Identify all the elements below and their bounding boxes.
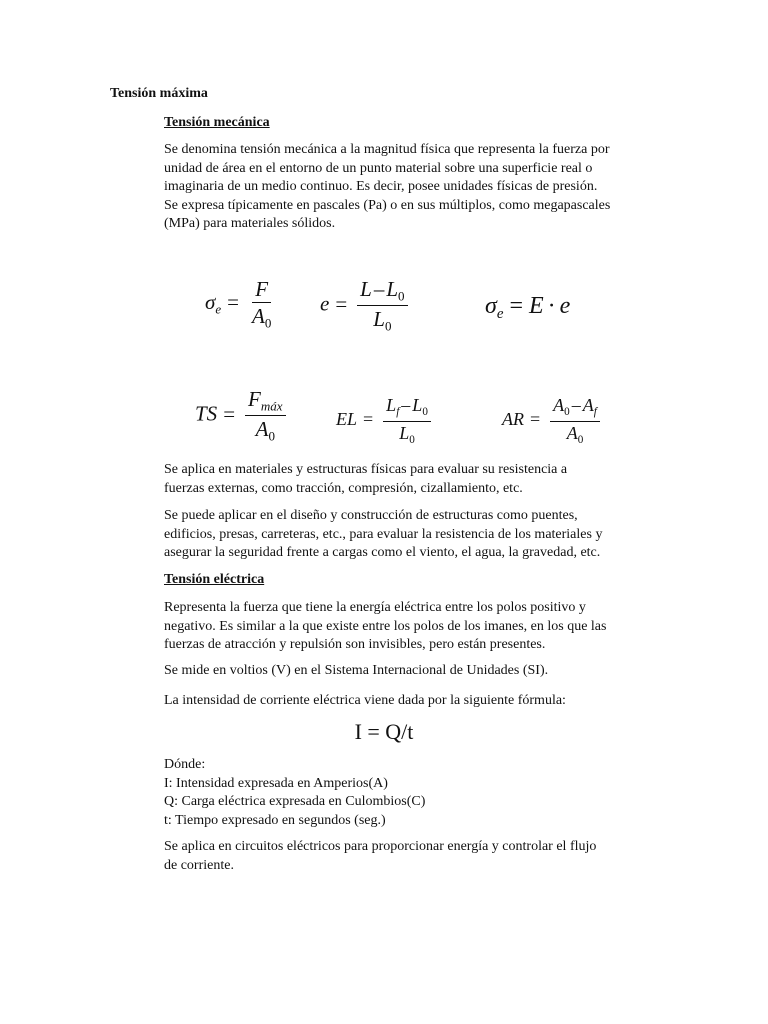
formula-operator: – (373, 277, 385, 301)
text-line: Se puede aplicar en el diseño y construcción de estructuras como puentes, (164, 508, 578, 523)
formula-operator: – (571, 395, 581, 415)
text-line: fuerzas de atracción y repulsión son invisibles, pero están presentes. (164, 637, 546, 652)
formula-symbol: AR (502, 409, 524, 430)
formula-subscript: 0 (398, 288, 405, 304)
text-line: I: Intensidad expresada en Amperios(A) (164, 775, 388, 791)
formula-subscript: 0 (264, 315, 272, 331)
electrica-where-list (164, 756, 684, 830)
mecanica-intro-paragraph (164, 141, 684, 234)
formula-tensile-strength: TS = $\frac{F_{máx}}{A_0}$ (195, 388, 290, 443)
formula-symbol: A (255, 417, 269, 442)
formula-symbol: TS (195, 401, 218, 426)
formula-fraction (357, 278, 407, 333)
formula-symbol: σ (205, 289, 216, 314)
formula-symbol: A (553, 395, 565, 415)
text-line: unidad de área en el entorno de un punto material sobre una superficie real o (164, 160, 593, 176)
formula-subscript: máx (260, 398, 283, 414)
formula-subscript: e (496, 306, 504, 323)
formula-symbol: e (559, 293, 571, 319)
formula-subscript: f (593, 405, 597, 418)
formula-symbol: L (399, 422, 410, 443)
text-line: Se aplica en materiales y estructuras físicas para evaluar su resistencia a (164, 462, 568, 477)
formula-symbol: L (386, 395, 397, 415)
formula-subscript: 0 (422, 405, 428, 418)
text-line: t: Tiempo expresado en segundos (seg.) (164, 812, 386, 828)
formula-subscript: f (396, 405, 400, 418)
text-line: (MPa) para materiales sólidos. (164, 216, 336, 231)
text-line: negativo. Es similar a la que existe entre los polos de los imanes, en los que las (164, 618, 607, 634)
formula-stress: $\sigma_e$ = $\frac{F}{A_0}$ (205, 278, 278, 330)
formula-symbol: e (320, 291, 330, 316)
formula-area-reduction: AR = $\frac{A_0 - A_f}{A_0}$ (502, 396, 604, 446)
electrica-unit-line (164, 662, 684, 681)
formula-subscript: 0 (268, 428, 275, 444)
text-line: Representa la fuerza que tiene la energía eléctrica entre los polos positivo y (164, 600, 586, 615)
document-title: Tensión máxima (110, 86, 208, 101)
formula-fraction (249, 278, 274, 330)
formula-strain: e = $\frac{L-L_0}{L_0}$ (320, 278, 412, 333)
formula-hooke: $\sigma_e = E \cdot e$ (485, 293, 571, 323)
formula-fraction (245, 388, 286, 443)
formula-symbol: L (360, 277, 372, 301)
formula-subscript: e (215, 301, 222, 317)
text-line: edificios, presas, carreteras, etc., para evaluar la resistencia de los materiales y (164, 526, 603, 542)
formula-subscript: 0 (577, 433, 584, 446)
text-line: Se mide en voltios (V) en el Sistema Internacional de Unidades (SI). (164, 663, 549, 678)
text-line: Q: Carga eléctrica expresada en Culombios(C) (164, 794, 426, 809)
formula-symbol: E (529, 293, 544, 319)
formula-fraction (550, 396, 600, 446)
formula-subscript: 0 (384, 318, 392, 334)
formula-fraction (383, 396, 431, 446)
mecanica-application-paragraph-2 (164, 507, 684, 563)
formula-symbol: L (386, 277, 399, 301)
formula-symbol: L (412, 395, 423, 415)
electrica-application-paragraph (164, 838, 684, 875)
formula-symbol: A (582, 395, 594, 415)
text-line: de corriente. (164, 857, 234, 873)
formula-symbol: F (248, 387, 261, 411)
text-line: Dónde: (164, 757, 206, 772)
section-heading-electrica: Tensión eléctrica (164, 572, 265, 587)
text-line: La intensidad de corriente eléctrica viene dada por la siguiente fórmula: (164, 693, 566, 708)
mecanica-application-paragraph-1 (164, 461, 684, 498)
formula-elongation: EL = $\frac{L_f - L_0}{L_0}$ (336, 396, 435, 446)
formula-symbol: A (251, 304, 265, 329)
text-line: Se aplica en circuitos eléctricos para proporcionar energía y controlar el flujo (164, 839, 597, 854)
section-heading-mecanica: Tensión mecánica (164, 115, 270, 130)
text-line: imaginaria de un medio continuo. Es decir, posee unidades físicas de presión. (164, 179, 598, 194)
formula-subscript: 0 (564, 405, 570, 418)
text-line: asegurar la seguridad frente a cargas como el viento, el agua, la gravedad, etc. (164, 545, 601, 560)
formula-current: I = Q/t (354, 719, 414, 744)
formula-operator: – (401, 395, 411, 415)
formula-symbol: σ (485, 293, 497, 319)
electrica-intro-paragraph (164, 599, 684, 655)
formula-symbol: F (255, 277, 269, 301)
formula-symbol: EL (336, 409, 358, 430)
electrica-current-line (164, 692, 684, 711)
formula-symbol: A (566, 422, 578, 443)
text-line: fuerzas externas, como tracción, compresión, cizallamiento, etc. (164, 480, 523, 496)
text-line: Se denomina tensión mecánica a la magnitud física que representa la fuerza por (164, 142, 610, 157)
formula-symbol: L (373, 307, 385, 332)
text-line: Se expresa típicamente en pascales (Pa) o en sus múltiplos, como megapascales (164, 197, 611, 213)
formula-operator: · (547, 293, 556, 319)
formula-subscript: 0 (409, 433, 415, 446)
